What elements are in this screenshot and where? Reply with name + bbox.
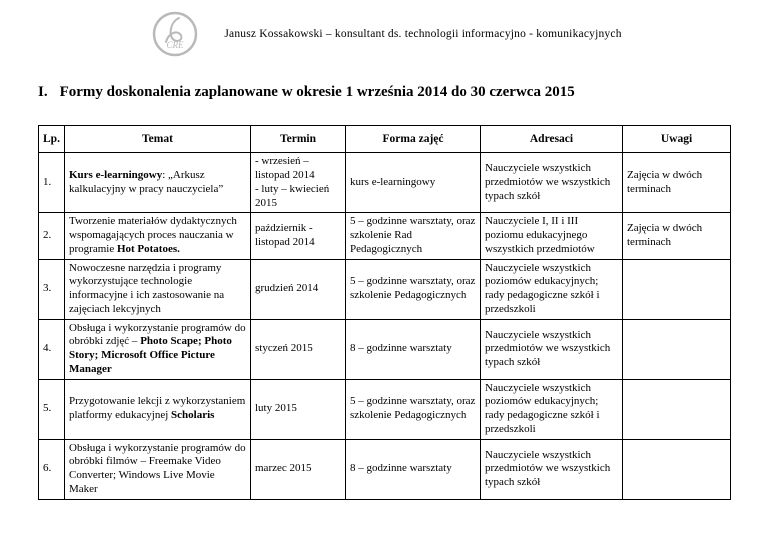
table-row [39, 319, 731, 379]
temat-segment: Tworzenie materiałów dydaktycznych wspomagających proces nauczania w programie [69, 215, 237, 255]
document-header [0, 0, 768, 58]
cell-temat [65, 153, 251, 213]
cell-termin [251, 259, 346, 319]
termin-line: październik - listopad 2014 [255, 222, 315, 248]
cell-lp: 6. [39, 439, 65, 499]
column-header: Termin [251, 126, 346, 153]
temat-segment: : „Arkusz kalkulacyjny w pracy nauczyciela” [69, 169, 224, 195]
logo-monogram: CRE [166, 40, 184, 50]
cell-adresaci: Nauczyciele wszystkich przedmiotów we wszystkich typach szkół [481, 439, 623, 499]
temat-segment: Nowoczesne narzędzia i programy wykorzystujące technologie informacyjne i ich zastosowanie na zajęciach lekcyjnych [69, 261, 225, 315]
cell-forma-zajec: kurs e-learningowy [346, 153, 481, 213]
cell-temat [65, 439, 251, 499]
termin-line: - luty – kwiecień 2015 [255, 182, 330, 209]
cell-temat [65, 213, 251, 259]
cell-adresaci: Nauczyciele wszystkich przedmiotów we wszystkich typach szkół [481, 319, 623, 379]
temat-segment: Obsługa i wykorzystanie programów do obróbki zdjęć – [69, 321, 246, 348]
cell-lp: 3. [39, 259, 65, 319]
cell-termin [251, 439, 346, 499]
table-header-row [39, 126, 731, 153]
page-title [38, 84, 768, 101]
temat-bold-segment: Hot Potatoes. [116, 242, 180, 255]
table-row [39, 439, 731, 499]
table-body [39, 153, 731, 499]
temat-bold-segment: Kurs e-learningowy [69, 169, 163, 182]
cell-uwagi [623, 319, 731, 379]
column-header: Adresaci [481, 126, 623, 153]
cell-temat [65, 379, 251, 439]
cell-uwagi: Zajęcia w dwóch terminach [623, 213, 731, 259]
training-schedule-table [38, 125, 731, 500]
column-header: Temat [65, 126, 251, 153]
temat-segment: Przygotowanie lekcji z wykorzystaniem platformy edukacyjnej [69, 395, 246, 422]
cell-forma-zajec: 5 – godzinne warsztaty, oraz szkolenie Rad Pedagogicznych [346, 213, 481, 259]
cell-forma-zajec: 8 – godzinne warsztaty [346, 439, 481, 499]
cell-termin [251, 213, 346, 259]
termin-line: marzec 2015 [255, 462, 312, 475]
column-header: Lp. [39, 126, 65, 153]
author-line: Janusz Kossakowski – konsultant ds. technologii informacyjno - komunikacyjnych [224, 28, 622, 40]
cell-termin [251, 153, 346, 213]
cell-forma-zajec: 5 – godzinne warsztaty, oraz szkolenie Pedagogicznych [346, 379, 481, 439]
termin-line: styczeń 2015 [255, 342, 313, 355]
cell-adresaci: Nauczyciele wszystkich poziomów edukacyjnych; rady pedagogiczne szkół i przedszkoli [481, 259, 623, 319]
cell-adresaci: Nauczyciele I, II i III poziomu edukacyjnego wszystkich przedmiotów [481, 213, 623, 259]
cell-termin [251, 379, 346, 439]
cell-lp: 4. [39, 319, 65, 379]
title-text: Formy doskonalenia zaplanowane w okresie 1 września 2014 do 30 czerwca 2015 [59, 84, 575, 100]
cell-uwagi [623, 259, 731, 319]
cell-termin [251, 319, 346, 379]
termin-line: grudzień 2014 [255, 282, 319, 295]
cell-temat [65, 259, 251, 319]
cell-lp: 2. [39, 213, 65, 259]
cell-forma-zajec: 8 – godzinne warsztaty [346, 319, 481, 379]
cell-uwagi: Zajęcia w dwóch terminach [623, 153, 731, 213]
table-row [39, 379, 731, 439]
column-header: Uwagi [623, 126, 731, 153]
temat-segment: Obsługa i wykorzystanie programów do obróbki filmów – Freemake Video Converter; Windows Live Movie Maker [69, 441, 246, 495]
cell-uwagi [623, 439, 731, 499]
table-row [39, 259, 731, 319]
table-row [39, 213, 731, 259]
cell-lp: 5. [39, 379, 65, 439]
temat-bold-segment: Photo Scape; Photo Story; Microsoft Office Picture Manager [69, 335, 232, 375]
cell-adresaci: Nauczyciele wszystkich przedmiotów we wszystkich typach szkół [481, 153, 623, 213]
column-header: Forma zajęć [346, 126, 481, 153]
cell-adresaci: Nauczyciele wszystkich poziomów edukacyjnych; rady pedagogiczne szkół i przedszkoli [481, 379, 623, 439]
cell-forma-zajec: 5 – godzinne warsztaty, oraz szkolenie Pedagogicznych [346, 259, 481, 319]
title-numeral: I. [38, 84, 48, 100]
table-row [39, 153, 731, 213]
temat-bold-segment: Scholaris [171, 409, 215, 422]
cell-uwagi [623, 379, 731, 439]
termin-line: luty 2015 [255, 402, 297, 415]
cell-temat [65, 319, 251, 379]
cell-lp: 1. [39, 153, 65, 213]
termin-line: - wrzesień – listopad 2014 [255, 155, 315, 182]
organization-logo-icon [146, 10, 204, 58]
